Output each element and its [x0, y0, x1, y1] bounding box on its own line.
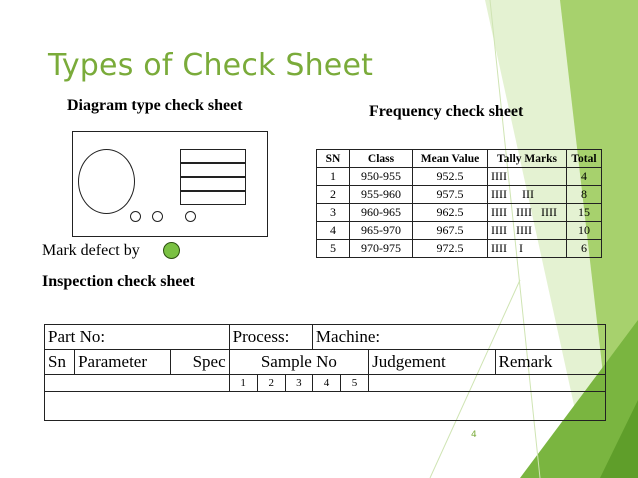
table-row — [317, 222, 602, 240]
cell-mean: 972.5 — [413, 240, 488, 258]
defect-marker-dot — [163, 242, 180, 259]
diagram-row-box — [180, 191, 246, 205]
part-no-label: Part No: — [45, 325, 230, 350]
col-class: Class — [350, 150, 413, 168]
form-column-row — [45, 350, 606, 375]
col-tally-marks: Tally Marks — [488, 150, 567, 168]
empty-entry-row — [45, 392, 606, 421]
cell-total: 15 — [567, 204, 602, 222]
inspection-heading: Inspection check sheet — [42, 273, 195, 290]
diagram-sketch — [72, 131, 268, 237]
process-label: Process: — [229, 325, 312, 350]
small-circle-shape — [130, 211, 141, 222]
diagram-row-box — [180, 149, 246, 163]
remark-header: Remark — [495, 350, 605, 375]
cell-tally: IIII IIII IIII — [488, 204, 567, 222]
small-circle-shape — [152, 211, 163, 222]
small-circle-shape — [185, 211, 196, 222]
sample-number: 1 — [229, 375, 257, 392]
slide-title: Types of Check Sheet — [48, 48, 374, 83]
judgement-header: Judgement — [369, 350, 495, 375]
cell-mean: 952.5 — [413, 168, 488, 186]
cell-tally: IIII IIII — [488, 222, 567, 240]
spec-header: Spec — [171, 350, 229, 375]
col-total: Total — [567, 150, 602, 168]
cell-sn: 5 — [317, 240, 350, 258]
table-row — [317, 240, 602, 258]
inspection-form — [44, 324, 606, 421]
table-row — [317, 204, 602, 222]
cell-sn: 3 — [317, 204, 350, 222]
cell-class: 965-970 — [350, 222, 413, 240]
cell-sn: 1 — [317, 168, 350, 186]
parameter-header: Parameter — [75, 350, 171, 375]
frequency-header-row — [317, 150, 602, 168]
frequency-table — [316, 149, 602, 258]
diagram-row-box — [180, 163, 246, 177]
sn-header: Sn — [45, 350, 75, 375]
form-header-row — [45, 325, 606, 350]
sample-number: 3 — [285, 375, 312, 392]
cell-class: 960-965 — [350, 204, 413, 222]
cell-tally: IIII — [488, 168, 567, 186]
table-row — [317, 168, 602, 186]
cell-mean: 962.5 — [413, 204, 488, 222]
col-sn: SN — [317, 150, 350, 168]
cell-class: 970-975 — [350, 240, 413, 258]
sample-number: 4 — [312, 375, 340, 392]
sample-number-row — [45, 375, 606, 392]
mark-defect-label: Mark defect by — [42, 242, 140, 259]
cell-class: 950-955 — [350, 168, 413, 186]
cell-total: 4 — [567, 168, 602, 186]
table-row — [317, 186, 602, 204]
page-number: 4 — [471, 430, 477, 440]
blank-cell — [45, 375, 230, 392]
cell-total: 8 — [567, 186, 602, 204]
sample-no-header: Sample No — [229, 350, 368, 375]
cell-class: 955-960 — [350, 186, 413, 204]
cell-sn: 2 — [317, 186, 350, 204]
diagram-heading: Diagram type check sheet — [67, 97, 243, 114]
cell-mean: 967.5 — [413, 222, 488, 240]
diagram-row-box — [180, 177, 246, 191]
blank-cell — [369, 375, 606, 392]
cell-mean: 957.5 — [413, 186, 488, 204]
cell-total: 10 — [567, 222, 602, 240]
col-mean-value: Mean Value — [413, 150, 488, 168]
cell-total: 6 — [567, 240, 602, 258]
large-oval-shape — [78, 149, 135, 214]
cell-tally: IIII III — [488, 186, 567, 204]
entry-area — [45, 392, 606, 421]
sample-number: 5 — [341, 375, 369, 392]
cell-tally: IIII I — [488, 240, 567, 258]
cell-sn: 4 — [317, 222, 350, 240]
frequency-heading: Frequency check sheet — [369, 103, 524, 120]
sample-number: 2 — [257, 375, 285, 392]
machine-label: Machine: — [312, 325, 605, 350]
